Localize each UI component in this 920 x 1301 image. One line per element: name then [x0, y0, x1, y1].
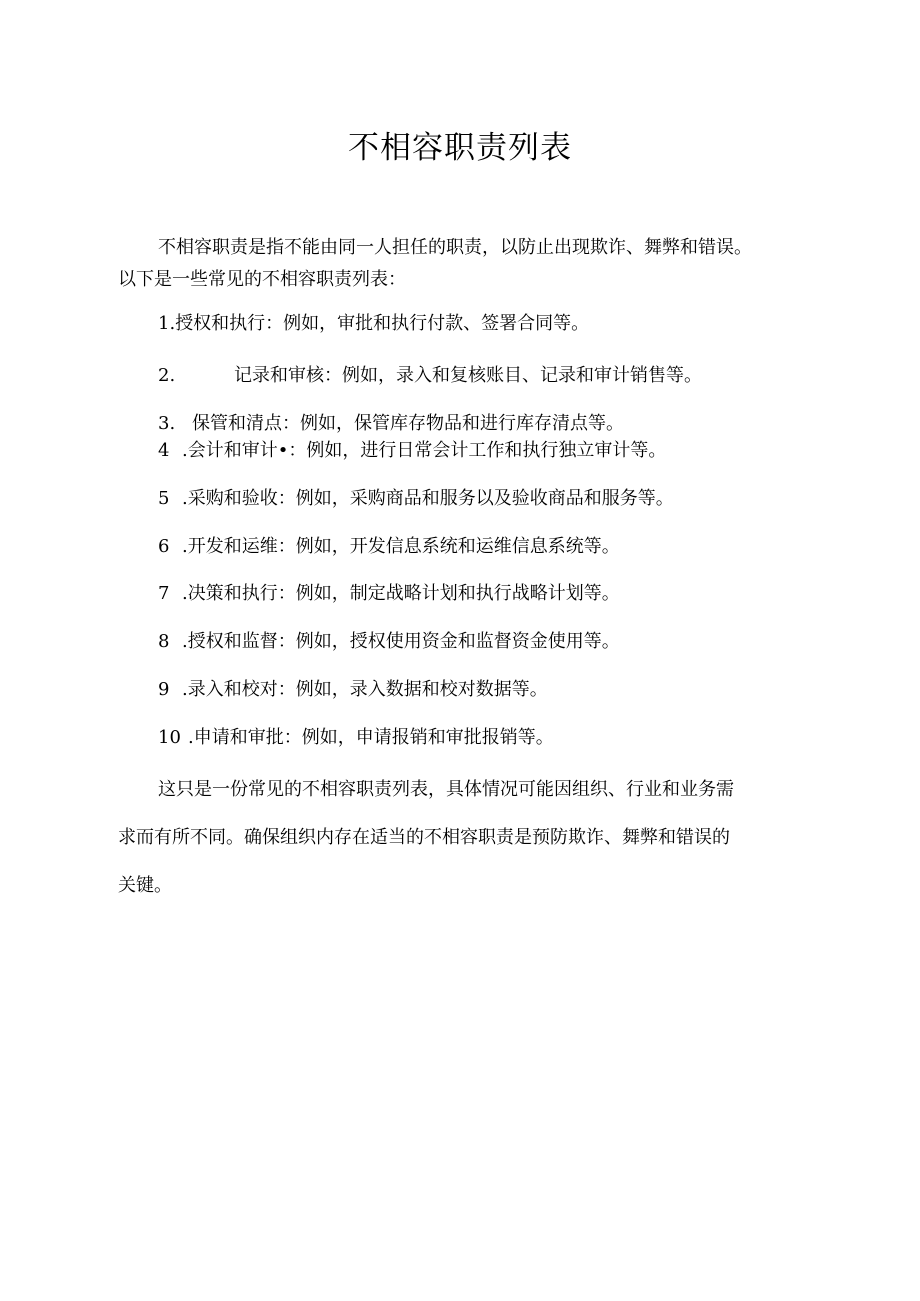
closing-line-2: 求而有所不同。确保组织内存在适当的不相容职责是预防欺诈、舞弊和错误的	[118, 827, 730, 848]
closing-line-1	[118, 766, 818, 814]
list-item-10	[158, 726, 554, 750]
list-item-number: 2.	[158, 365, 176, 386]
list-item-number: 1.	[158, 313, 176, 334]
intro-paragraph	[118, 232, 818, 296]
list-item-8	[158, 630, 620, 654]
closing-line-3: 关键。	[118, 875, 172, 896]
list-item-5	[158, 487, 674, 511]
list-item-9	[158, 678, 548, 702]
list-item-number: 7	[158, 583, 170, 604]
list-item-text: 授权和执行：例如，审批和执行付款、签署合同等。	[175, 313, 590, 334]
intro-line-2: 以下是一些常见的不相容职责列表：	[118, 269, 406, 290]
list-item-number: 10	[158, 727, 181, 748]
list-item-number: 8	[158, 631, 170, 652]
list-item-7	[158, 582, 620, 606]
list-item-text: .录入和校对：例如，录入数据和校对数据等。	[182, 679, 548, 700]
page-title: 不相容职责列表	[348, 130, 572, 166]
list-item-3	[158, 412, 624, 436]
list-item-4	[158, 439, 666, 463]
list-item-text: .会计和审计•：例如，进行日常会计工作和执行独立审计等。	[182, 440, 667, 461]
closing-paragraph	[118, 766, 818, 910]
list-item-1	[158, 312, 589, 336]
list-item-text: 记录和审核：例如，录入和复核账目、记录和审计销售等。	[234, 365, 702, 386]
list-item-text: .开发和运维：例如，开发信息系统和运维信息系统等。	[182, 536, 620, 557]
list-item-number: 6	[158, 536, 170, 557]
list-item-number: 3.	[158, 413, 176, 434]
list-item-text: .授权和监督：例如，授权使用资金和监督资金使用等。	[182, 631, 620, 652]
closing-line-1-text: 这只是一份常见的不相容职责列表，具体情况可能因组织、行业和业务需	[158, 779, 734, 800]
list-item-number: 5	[158, 488, 170, 509]
list-item-text: .申请和审批：例如，申请报销和审批报销等。	[188, 727, 554, 748]
list-item-6	[158, 535, 620, 559]
list-item-number: 9	[158, 679, 170, 700]
list-item-text: .采购和验收：例如，采购商品和服务以及验收商品和服务等。	[182, 488, 674, 509]
list-item-text: .决策和执行：例如，制定战略计划和执行战略计划等。	[182, 583, 620, 604]
intro-line-1-text: 不相容职责是指不能由同一人担任的职责，以防止出现欺诈、舞弊和错误。	[158, 237, 752, 258]
list-item-2	[158, 364, 702, 388]
list-item-text: 保管和清点：例如，保管库存物品和进行库存清点等。	[192, 413, 624, 434]
intro-line-1	[118, 232, 818, 264]
list-item-number: 4	[158, 440, 170, 461]
